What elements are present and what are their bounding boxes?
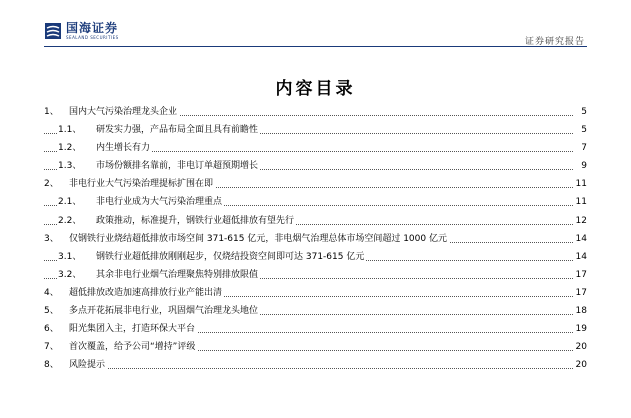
toc-entry[interactable]: [44, 157, 587, 175]
sealand-logo-icon: [44, 22, 62, 40]
toc-entry-page-number: 5: [579, 121, 587, 139]
toc-entry[interactable]: [44, 320, 587, 338]
toc-entry-title: 研发实力强，产品布局全面且具有前瞻性: [96, 125, 259, 136]
header-divider: [44, 46, 587, 47]
toc-entry-page-number: 17: [574, 266, 587, 284]
toc-entry-page-number: 19: [574, 320, 587, 338]
toc-entry-heading: [58, 157, 260, 175]
toc-entry-number: 3.1、: [58, 251, 82, 262]
company-logo: [44, 22, 119, 40]
toc-entry-number: 1.1、: [58, 125, 82, 136]
toc-entry-heading: [44, 284, 224, 302]
toc-entry-number: 4、: [44, 287, 59, 298]
toc-entry-page-number: 20: [574, 356, 587, 374]
toc-entry-heading: [44, 320, 197, 338]
toc-entry[interactable]: [44, 212, 587, 230]
toc-entry-title: 市场份额排名靠前，非电订单超预期增长: [96, 161, 259, 172]
toc-entry-number: 6、: [44, 324, 59, 335]
toc-entry-page-number: 14: [574, 230, 587, 248]
toc-entry-page-number: 17: [574, 284, 587, 302]
toc-entry[interactable]: [44, 230, 587, 248]
toc-entry-title: 非电行业成为大气污染治理重点: [96, 197, 223, 208]
toc-entry-page-number: 9: [579, 157, 587, 175]
toc-entry[interactable]: [44, 103, 587, 121]
toc-entry[interactable]: [44, 302, 587, 320]
brand-name-en: SEALAND SECURITIES: [66, 35, 119, 40]
toc-entry-number: 2.1、: [58, 197, 82, 208]
toc-entry-number: 2.2、: [58, 215, 82, 226]
brand-name-cn: 国海证券: [66, 21, 119, 35]
toc-entry-title: 政策推动，标准提升，钢铁行业超低排放有望先行: [96, 215, 295, 226]
toc-entry-title: 钢铁行业超低排放刚刚起步，仅烧结投资空间即可达 371-615 亿元: [96, 251, 365, 262]
toc-entry[interactable]: [44, 356, 587, 374]
toc-entry-page-number: 11: [574, 175, 587, 193]
toc-entry-heading: [44, 230, 449, 248]
toc-entry-title: 风险提示: [69, 360, 106, 371]
toc-entry[interactable]: [44, 284, 587, 302]
toc-entry-page-number: 5: [579, 103, 587, 121]
toc-entry-page-number: 11: [574, 193, 587, 211]
table-of-contents: [44, 103, 587, 374]
toc-title: 内容目录: [275, 79, 356, 99]
toc-entry-title: 仅钢铁行业烧结超低排放市场空间 371-615 亿元，非电烟气治理总体市场空间超过 1000 亿元: [69, 233, 447, 244]
toc-entry-page-number: 18: [574, 302, 587, 320]
toc-entry-heading: [58, 193, 224, 211]
toc-entry[interactable]: [44, 121, 587, 139]
toc-entry-heading: [58, 212, 296, 230]
toc-entry-title: 多点开花拓展非电行业，巩固烟气治理龙头地位: [69, 306, 259, 317]
toc-entry-heading: [58, 139, 152, 157]
toc-entry-title: 超低排放改造加速高排放行业产能出清: [69, 287, 223, 298]
toc-entry-page-number: 7: [579, 139, 587, 157]
toc-entry[interactable]: [44, 139, 587, 157]
toc-entry-page-number: 12: [574, 212, 587, 230]
toc-entry-heading: [44, 338, 197, 356]
toc-entry-heading: [44, 103, 179, 121]
toc-entry-heading: [44, 175, 215, 193]
toc-entry-number: 2、: [44, 179, 59, 190]
toc-entry[interactable]: [44, 248, 587, 266]
toc-entry[interactable]: [44, 266, 587, 284]
toc-entry-title: 首次覆盖，给予公司“增持”评级: [69, 342, 196, 353]
toc-entry-heading: [58, 248, 366, 266]
report-type-label: 证券研究报告: [524, 37, 585, 47]
toc-entry-number: 1.2、: [58, 143, 82, 154]
toc-entry-number: 8、: [44, 360, 59, 371]
toc-entry-page-number: 20: [574, 338, 587, 356]
toc-entry-title: 其余非电行业烟气治理聚焦特别排放限值: [96, 269, 259, 280]
page-header: [0, 0, 631, 48]
toc-dot-leader: [44, 368, 573, 369]
toc-entry-title: 非电行业大气污染治理提标扩围在即: [69, 179, 214, 190]
toc-entry-heading: [58, 266, 260, 284]
toc-entry-title: 国内大气污染治理龙头企业: [69, 107, 178, 117]
toc-entry-heading: [58, 121, 260, 139]
toc-entry-number: 3.2、: [58, 269, 82, 280]
toc-entry-heading: [44, 302, 260, 320]
toc-entry-number: 7、: [44, 342, 59, 353]
toc-entry-number: 3、: [44, 233, 59, 244]
toc-entry-page-number: 14: [574, 248, 587, 266]
toc-entry[interactable]: [44, 193, 587, 211]
toc-entry-title: 阳光集团入主，打造环保大平台: [69, 324, 196, 335]
toc-entry-number: 5、: [44, 306, 59, 317]
toc-entry-title: 内生增长有力: [96, 143, 151, 154]
toc-entry-number: 1、: [44, 107, 59, 117]
toc-entry[interactable]: [44, 338, 587, 356]
toc-entry-number: 1.3、: [58, 161, 82, 172]
toc-entry-heading: [44, 356, 107, 374]
toc-entry[interactable]: [44, 175, 587, 193]
